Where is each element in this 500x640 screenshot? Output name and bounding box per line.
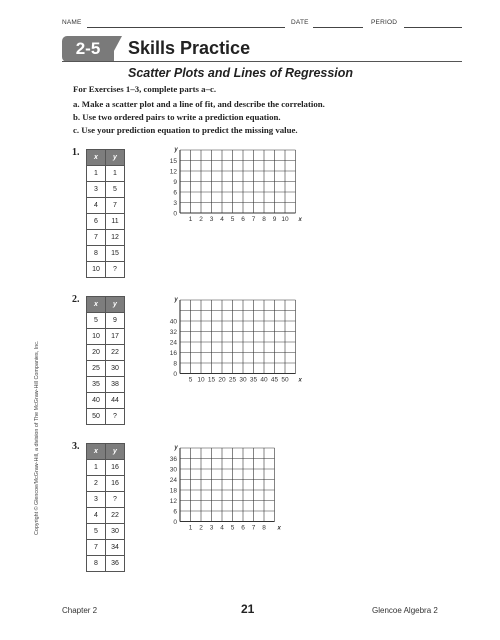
- table-cell-y: ?: [106, 409, 125, 425]
- table-row: [87, 313, 125, 329]
- table-cell-x: 3: [87, 182, 106, 198]
- table-cell-y: 11: [106, 214, 125, 230]
- x-tick-label: 9: [272, 216, 277, 223]
- y-tick-label: 12: [169, 168, 177, 176]
- table-header-x: x: [87, 297, 106, 313]
- table-cell-x: 3: [87, 492, 106, 508]
- table-cell-x: 40: [87, 393, 106, 409]
- table-cell-x: 10: [87, 329, 106, 345]
- table-header-x: x: [87, 150, 106, 166]
- y-tick-label: 24: [169, 339, 177, 347]
- instruction-a: a. Make a scatter plot and a line of fit, and describe the correlation.: [73, 99, 325, 109]
- x-tick-label: 15: [207, 376, 216, 384]
- table-cell-x: 10: [87, 262, 106, 278]
- table-cell-x: 2: [87, 476, 106, 492]
- table-row: [87, 262, 125, 278]
- table-cell-x: 1: [87, 166, 106, 182]
- table-cell-y: 34: [106, 540, 125, 556]
- table-cell-x: 1: [87, 460, 106, 476]
- lesson-divider: [62, 61, 462, 62]
- table-cell-x: 4: [87, 198, 106, 214]
- x-tick-label: 3: [209, 524, 214, 532]
- lesson-number-badge: 2-5: [62, 36, 114, 62]
- exercise-1-table: [86, 149, 125, 278]
- x-tick-label: 50: [281, 376, 289, 384]
- table-cell-y: 9: [106, 313, 125, 329]
- table-row: [87, 409, 125, 425]
- table-row: [87, 361, 125, 377]
- name-label: NAME: [62, 19, 82, 26]
- x-tick-label: 35: [249, 376, 258, 384]
- x-tick-label: 10: [281, 216, 289, 223]
- table-row: [87, 329, 125, 345]
- table-header-y: y: [106, 150, 125, 166]
- x-tick-label: 30: [239, 376, 247, 384]
- period-label: PERIOD: [371, 19, 398, 26]
- x-tick-label: 4: [220, 216, 224, 223]
- table-cell-y: 15: [106, 246, 125, 262]
- table-row: [87, 492, 125, 508]
- table-row: [87, 540, 125, 556]
- x-tick-label: 45: [270, 376, 279, 384]
- x-tick-label: 5: [188, 376, 193, 384]
- origin-label: 0: [173, 370, 177, 378]
- table-row: [87, 508, 125, 524]
- table-row: [87, 460, 125, 476]
- exercise-1-graph-grid[interactable]: [160, 142, 320, 242]
- table-cell-y: 36: [106, 556, 125, 572]
- table-cell-y: ?: [106, 262, 125, 278]
- x-tick-label: 1: [188, 524, 193, 532]
- y-axis-label: y: [174, 297, 178, 303]
- table-cell-x: 6: [87, 214, 106, 230]
- instruction-c: c. Use your prediction equation to predict the missing value.: [73, 125, 298, 135]
- exercise-2-graph-grid[interactable]: [160, 292, 320, 392]
- name-field[interactable]: [87, 27, 285, 28]
- y-tick-label: 36: [169, 455, 177, 463]
- table-row: [87, 230, 125, 246]
- table-cell-y: ?: [106, 492, 125, 508]
- footer-book-title: Glencoe Algebra 2: [372, 606, 438, 615]
- x-tick-label: 40: [260, 376, 268, 384]
- y-tick-label: 3: [173, 199, 177, 207]
- table-cell-x: 5: [87, 313, 106, 329]
- y-axis-label: y: [174, 147, 178, 153]
- x-tick-label: 7: [251, 216, 256, 223]
- x-tick-label: 6: [241, 216, 245, 223]
- footer-chapter: Chapter 2: [62, 606, 98, 615]
- table-row: [87, 182, 125, 198]
- table-header-y: y: [106, 444, 125, 460]
- table-cell-y: 44: [106, 393, 125, 409]
- table-cell-y: 7: [106, 198, 125, 214]
- y-tick-label: 16: [169, 349, 177, 357]
- y-tick-label: 18: [169, 487, 177, 495]
- table-cell-x: 25: [87, 361, 106, 377]
- x-tick-label: 1: [188, 216, 193, 223]
- lesson-subtitle: Scatter Plots and Lines of Regression: [128, 66, 354, 80]
- table-row: [87, 198, 125, 214]
- copyright-notice: Copyright © Glencoe/McGraw-Hill, a division of The McGraw-Hill Companies, Inc.: [34, 340, 40, 535]
- table-cell-y: 17: [106, 329, 125, 345]
- table-cell-y: 16: [106, 460, 125, 476]
- x-tick-label: 25: [228, 376, 237, 384]
- exercise-3-table: [86, 443, 125, 572]
- period-field[interactable]: [404, 27, 462, 28]
- table-cell-x: 35: [87, 377, 106, 393]
- exercise-2-number: 2.: [72, 294, 80, 305]
- table-header-row: [87, 444, 125, 460]
- y-tick-label: 30: [169, 466, 177, 474]
- y-tick-label: 40: [169, 318, 177, 326]
- table-cell-y: 30: [106, 524, 125, 540]
- instruction-b: b. Use two ordered pairs to write a prediction equation.: [73, 112, 281, 122]
- table-cell-x: 8: [87, 556, 106, 572]
- page-number: 21: [241, 602, 255, 616]
- x-tick-label: 2: [199, 216, 203, 223]
- date-field[interactable]: [313, 27, 363, 28]
- origin-label: 0: [173, 210, 177, 218]
- table-row: [87, 214, 125, 230]
- table-cell-y: 5: [106, 182, 125, 198]
- y-axis-label: y: [174, 445, 178, 451]
- table-header-y: y: [106, 297, 125, 313]
- table-cell-y: 22: [106, 345, 125, 361]
- table-row: [87, 166, 125, 182]
- table-cell-y: 16: [106, 476, 125, 492]
- x-tick-label: 7: [251, 524, 256, 532]
- y-tick-label: 9: [173, 178, 177, 186]
- exercise-2-table: [86, 296, 125, 425]
- table-row: [87, 393, 125, 409]
- table-cell-x: 8: [87, 246, 106, 262]
- table-cell-x: 50: [87, 409, 106, 425]
- table-cell-x: 4: [87, 508, 106, 524]
- table-cell-x: 7: [87, 230, 106, 246]
- x-tick-label: 2: [199, 524, 203, 532]
- x-axis-label: x: [298, 217, 302, 223]
- table-header-x: x: [87, 444, 106, 460]
- y-tick-label: 6: [173, 508, 177, 516]
- table-cell-y: 22: [106, 508, 125, 524]
- x-tick-label: 10: [197, 376, 205, 384]
- exercise-1-number: 1.: [72, 147, 80, 158]
- y-tick-label: 24: [169, 476, 177, 484]
- lesson-badge-slant: [108, 36, 122, 62]
- y-tick-label: 8: [173, 360, 177, 368]
- x-tick-label: 4: [220, 524, 224, 532]
- table-row: [87, 556, 125, 572]
- origin-label: 0: [173, 518, 177, 526]
- x-tick-label: 5: [230, 216, 235, 223]
- table-cell-x: 20: [87, 345, 106, 361]
- table-row: [87, 377, 125, 393]
- table-cell-x: 5: [87, 524, 106, 540]
- table-row: [87, 524, 125, 540]
- y-tick-label: 12: [169, 497, 177, 505]
- table-cell-x: 7: [87, 540, 106, 556]
- x-tick-label: 5: [230, 524, 235, 532]
- x-tick-label: 20: [218, 376, 226, 384]
- table-row: [87, 345, 125, 361]
- x-tick-label: 6: [241, 524, 245, 532]
- x-tick-label: 8: [262, 524, 266, 532]
- date-label: DATE: [291, 19, 309, 26]
- x-tick-label: 8: [262, 216, 266, 223]
- x-axis-label: x: [277, 525, 281, 532]
- table-header-row: [87, 150, 125, 166]
- table-row: [87, 476, 125, 492]
- exercise-3-number: 3.: [72, 441, 80, 452]
- table-cell-y: 1: [106, 166, 125, 182]
- table-header-row: [87, 297, 125, 313]
- y-tick-label: 15: [169, 157, 177, 165]
- table-cell-y: 38: [106, 377, 125, 393]
- x-axis-label: x: [298, 377, 302, 384]
- lesson-title: Skills Practice: [128, 38, 251, 58]
- x-tick-label: 3: [209, 216, 214, 223]
- table-row: [87, 246, 125, 262]
- y-tick-label: 32: [169, 328, 177, 336]
- instructions-intro: For Exercises 1–3, complete parts a–c.: [73, 84, 217, 94]
- table-cell-y: 30: [106, 361, 125, 377]
- table-cell-y: 12: [106, 230, 125, 246]
- y-tick-label: 6: [173, 189, 177, 197]
- exercise-3-graph-grid[interactable]: [160, 440, 320, 540]
